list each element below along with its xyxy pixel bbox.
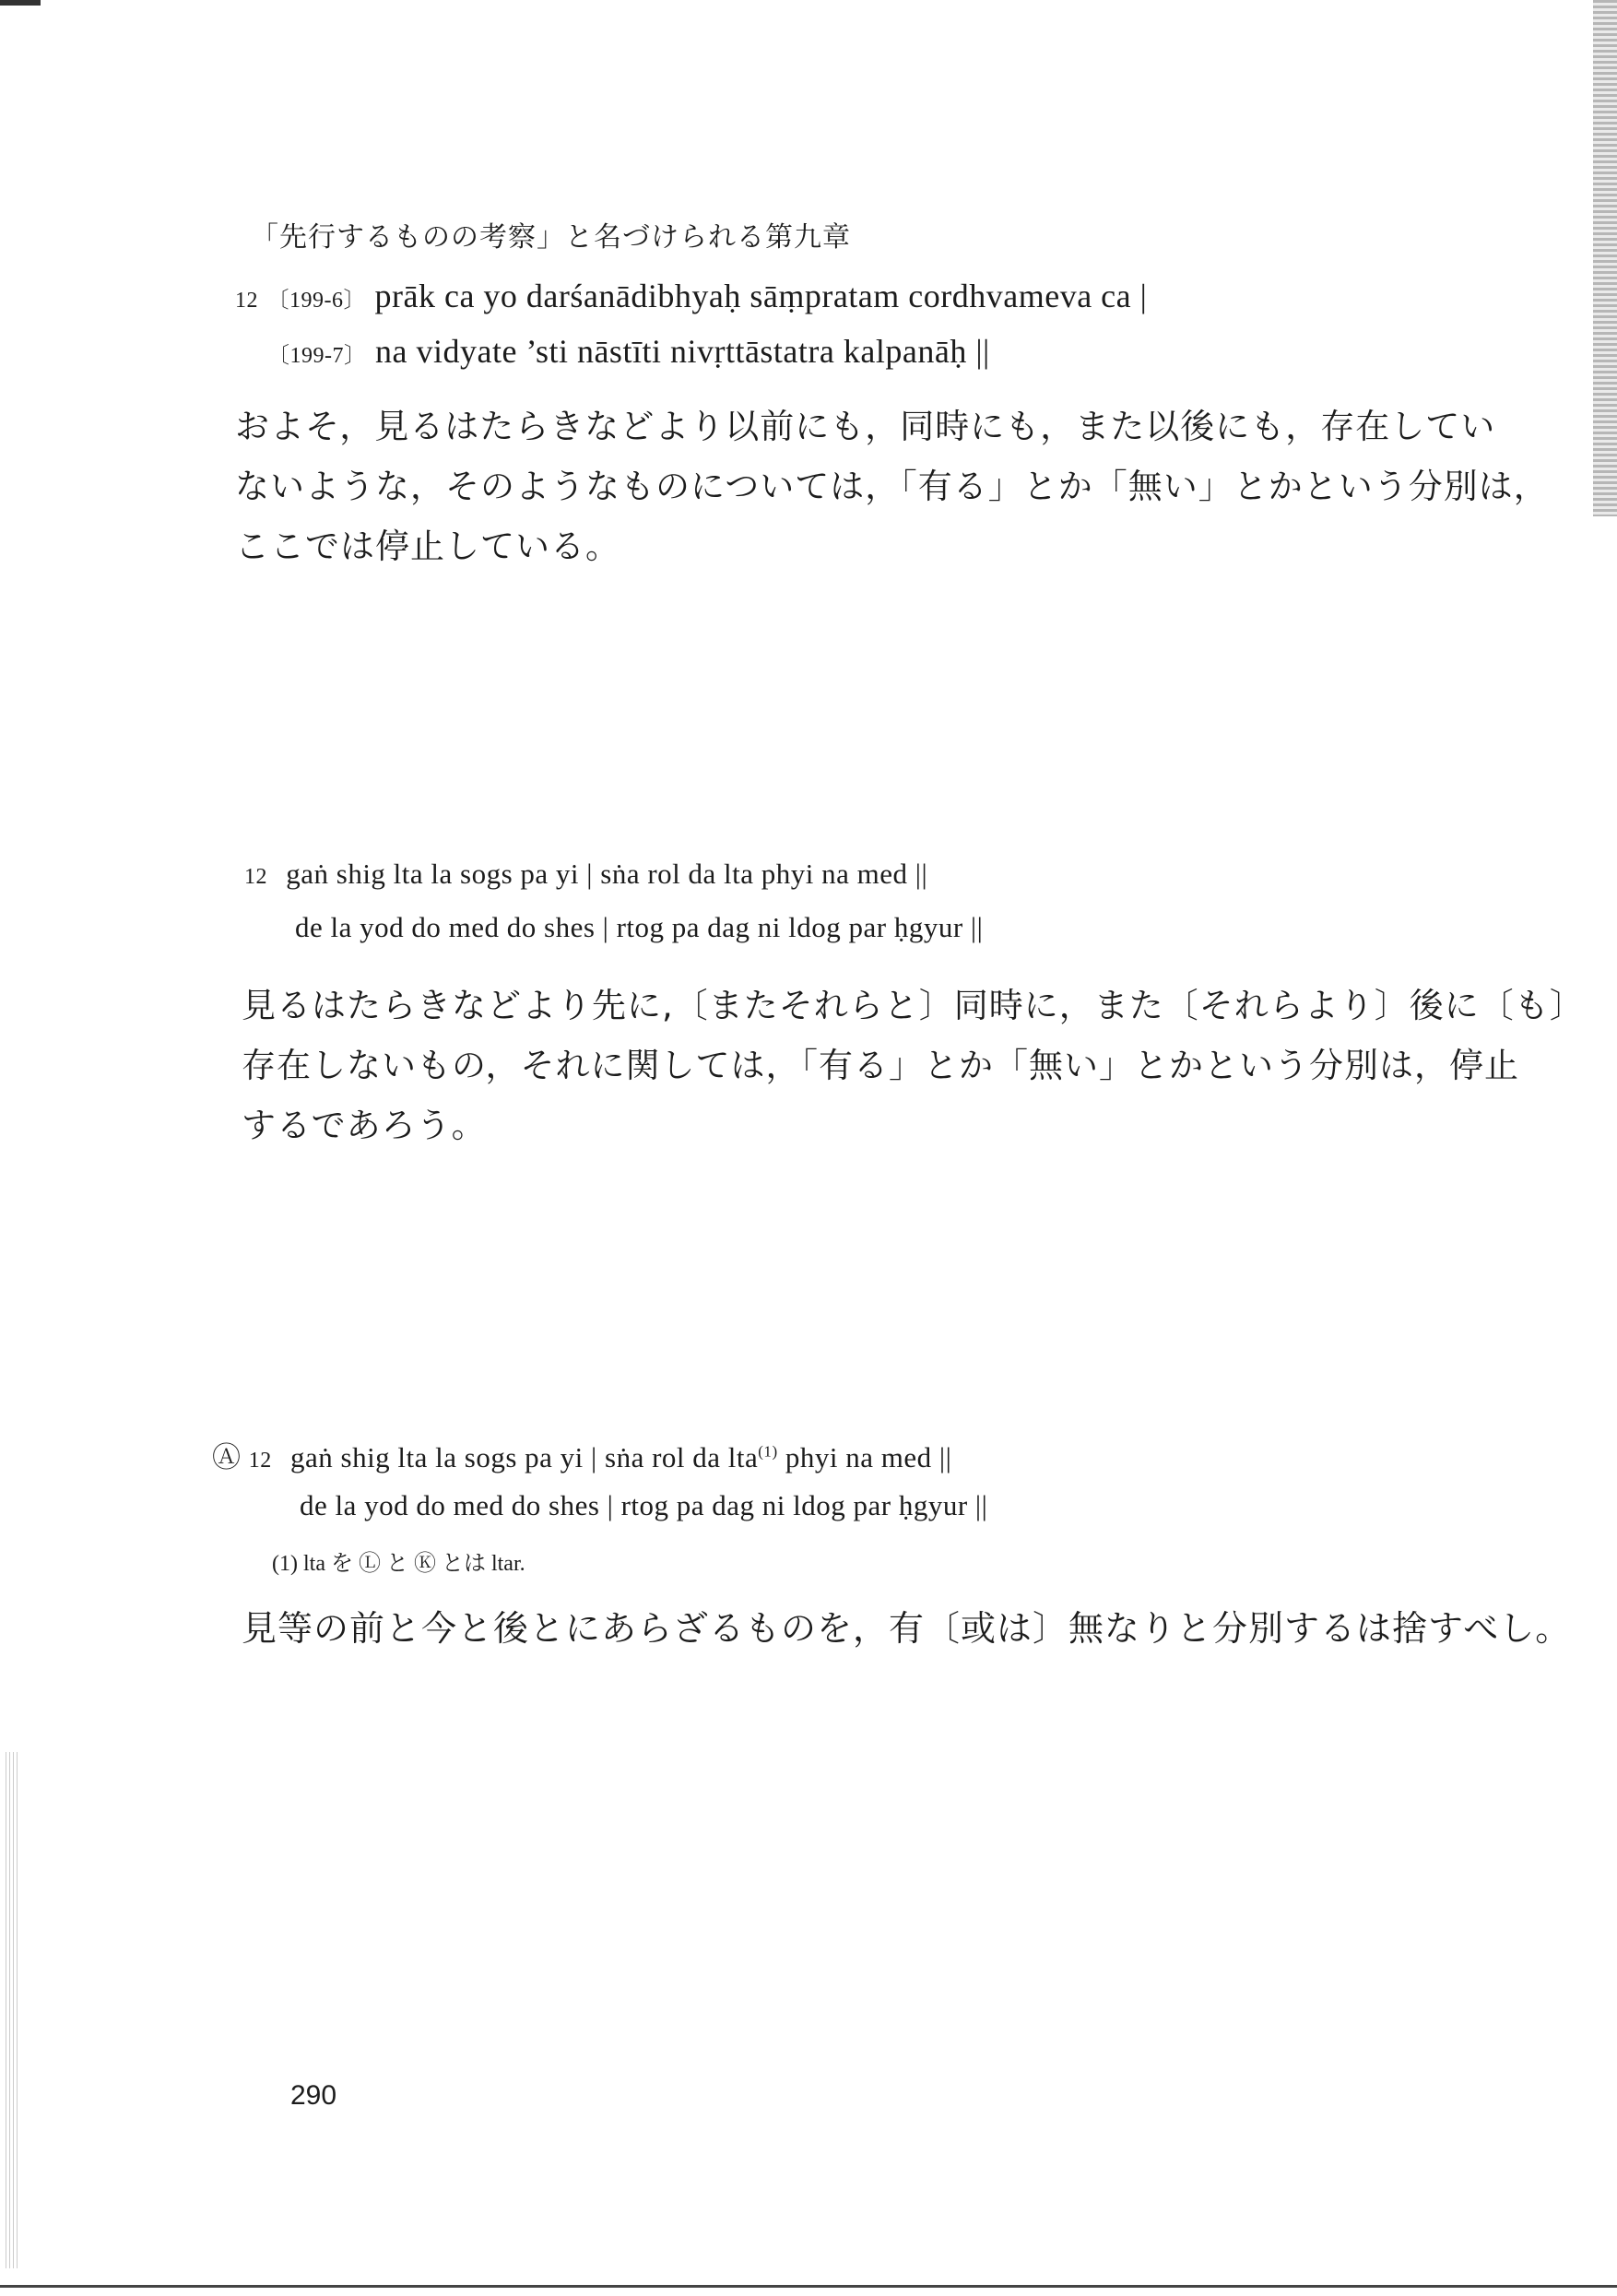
sanskrit-line-1 [235,277,1147,315]
japanese1-line-1: およそ，見るはたらきなどより以前にも，同時にも，また以後にも，存在してい [235,407,1496,446]
japanese1-line-3: ここでは停止している。 [235,527,620,566]
tibetan2-text-1b: phyi na med || [777,1441,952,1473]
footnote: (1) lta を Ⓛ と Ⓚ とは ltar. [272,1552,525,1576]
japanese1-line-2: ないような，そのようなものについては，「有る」とか「無い」とかという分別は， [235,467,1549,506]
bottom-scan-rule [0,2285,1617,2288]
tibetan2-line-2: de la yod do med do shes | rtog pa dag ni ldog par ḥgyur || [300,1489,988,1521]
tibetan2-text-1a: gaṅ shig lta la sogs pa yi | sṅa rol da lta [290,1441,759,1473]
tibetan1-text-1: gaṅ shig lta la sogs pa yi | sṅa rol da lta phyi na med || [286,858,928,890]
japanese2-line-2: 存在しないもの，それに関しては，「有る」とか「無い」とかという分別は，停止 [242,1046,1520,1085]
sanskrit-ref-2: 〔199-7〕 [267,344,367,368]
japanese2-line-3: するであろう。 [242,1106,487,1145]
scan-corner-mark [0,0,41,6]
sanskrit-line-2 [267,332,990,371]
scan-edge-shadow-right [1593,0,1617,516]
tibetan2-verse-number: 12 [248,1449,272,1473]
footnote-mark: (1) [758,1442,778,1461]
tibetan2-line-1 [212,1434,951,1475]
sanskrit-text-1: prāk ca yo darśanādibhyaḥ sāṃpratam cordhvameva ca | [374,278,1148,314]
sanskrit-text-2: na vidyate ’sti nāstīti nivṛttāstatra kalpanāḥ || [375,333,990,370]
chapter-heading: 「先行するものの考察」と名づけられる第九章 [251,221,851,254]
sanskrit-verse-number: 12 [235,289,258,313]
japanese2-line-1: 見るはたらきなどより先に,〔またそれらと〕同時に，また〔それらより〕後に〔も〕 [242,986,1585,1025]
tibetan1-line-1 [244,858,927,891]
sanskrit-ref-1: 〔199-6〕 [266,289,366,313]
tibetan2-edition-marker: Ⓐ [212,1441,242,1473]
classical-japanese-line: 見等の前と今と後とにあらざるものを，有〔或は〕無なりと分別するは捨すべし。 [242,1608,1572,1649]
page-number: 290 [290,2080,337,2111]
scan-edge-shadow-left [6,1752,18,2268]
tibetan1-verse-number: 12 [244,865,267,889]
tibetan1-line-2: de la yod do med do shes | rtog pa dag ni ldog par ḥgyur || [295,911,984,943]
